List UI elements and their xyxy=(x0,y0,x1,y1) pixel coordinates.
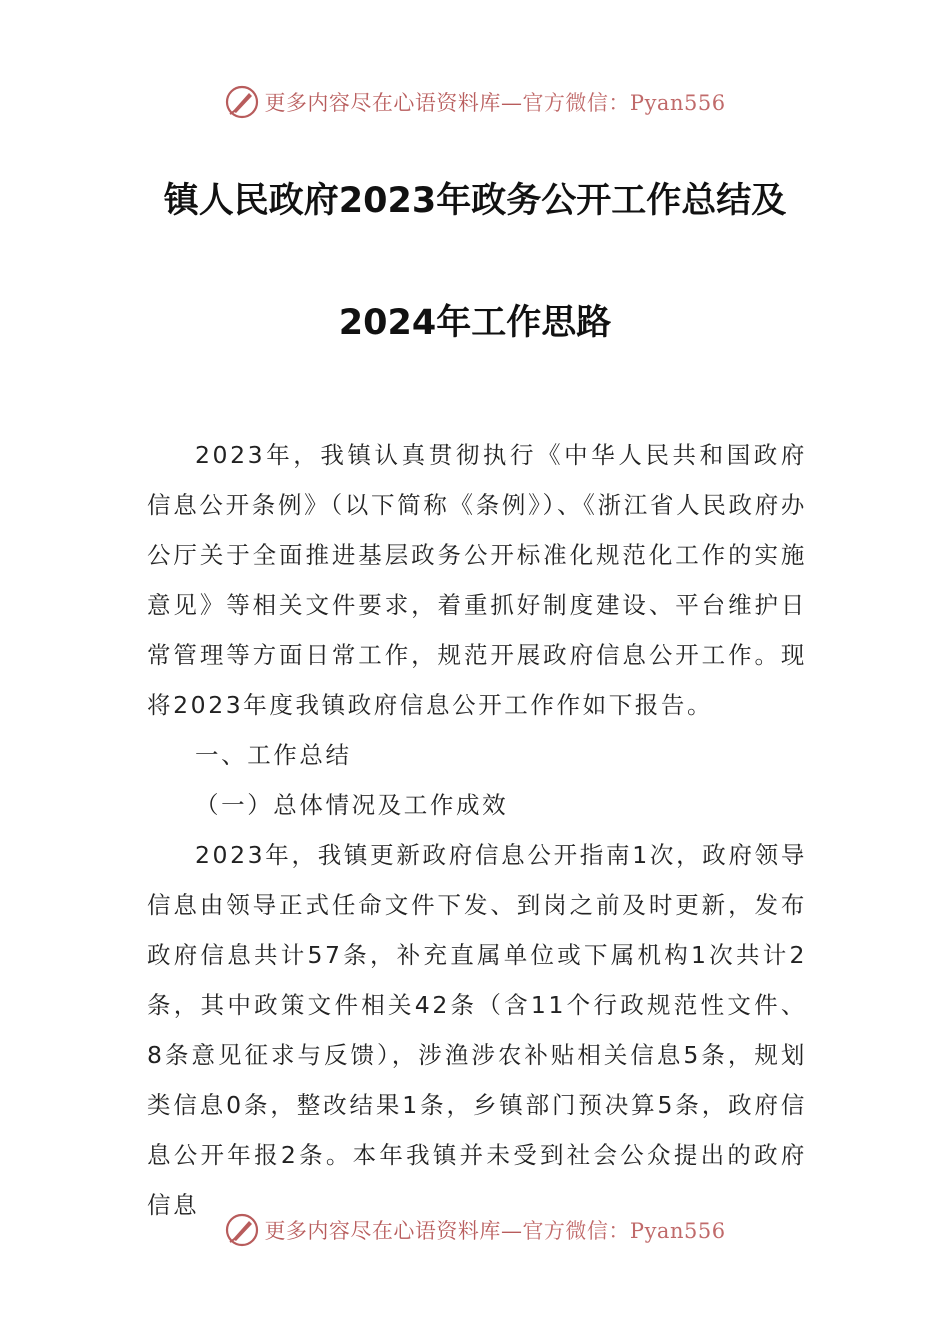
paragraph-intro: 2023年，我镇认真贯彻执行《中华人民共和国政府信息公开条例》（以下简称《条例》）、《浙江省人民政府办公厅关于全面推进基层政务公开标准化规范化工作的实施意见》等相关文件要求，着重抓好制度建设、平台维护日常管理等方面日常工作，规范开展政府信息公开工作。现将2023年度我镇政府信息公开工作作如下报告。 xyxy=(147,441,807,719)
watermark-dash: — xyxy=(500,1219,523,1243)
section-heading: 一、工作总结 xyxy=(195,741,352,769)
subsection-heading: （一）总体情况及工作成效 xyxy=(195,791,509,819)
document-title-line-2: 2024年工作思路 xyxy=(338,303,612,343)
watermark-dash: — xyxy=(500,91,523,115)
footer-watermark xyxy=(0,1210,950,1250)
header-watermark xyxy=(0,82,950,122)
watermark-wechat: 官方微信：Pyan556 xyxy=(522,1219,726,1243)
watermark-wechat: 官方微信：Pyan556 xyxy=(522,91,726,115)
quill-logo-icon xyxy=(224,84,260,120)
document-title-line-1: 镇人民政府2023年政务公开工作总结及 xyxy=(163,181,787,221)
watermark-text: 更多内容尽在心语资料库 xyxy=(264,91,501,115)
paragraph-summary: 2023年，我镇更新政府信息公开指南1次，政府领导信息由领导正式任命文件下发、到岗之前及时更新，发布政府信息共计57条，补充直属单位或下属机构1次共计2条，其中政策文件相关42条（含11个行政规范性文件、8条意见征求与反馈），涉渔涉农补贴相关信息5条，规划类信息0条，整改结果1条，乡镇部门预决算5条，政府信息公开年报2条。本年我镇并未受到社会公众提出的政府信息 xyxy=(147,841,807,1219)
document-body xyxy=(147,430,807,1230)
watermark-text: 更多内容尽在心语资料库 xyxy=(264,1219,501,1243)
quill-logo-icon xyxy=(224,1212,260,1248)
